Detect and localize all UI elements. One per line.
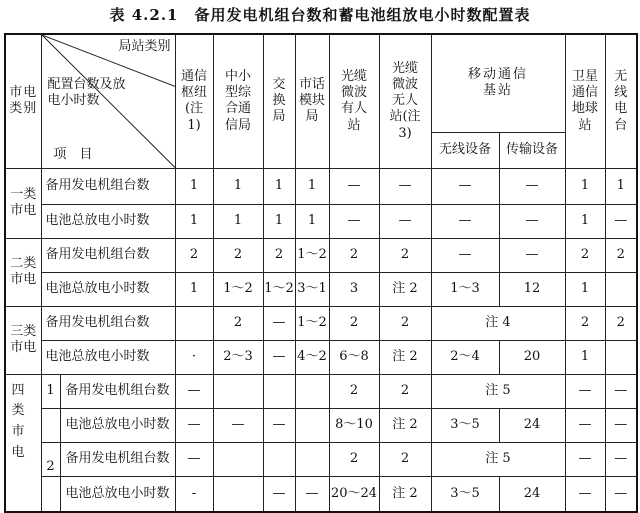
row-item: 电池总放电小时数 (41, 272, 175, 306)
note-cell: 注 5 (431, 374, 565, 408)
cell: 注 2 (379, 272, 431, 306)
cell: 1～2 (263, 272, 295, 306)
group-label: 四类市电 (5, 374, 41, 512)
col-mobile-transmission: 传输设备 (499, 132, 565, 168)
col-small-office: 中小型综合通信局 (213, 34, 263, 168)
cell: 3～5 (431, 408, 499, 442)
group-label: 三类市电 (5, 306, 41, 374)
row-item: 电池总放电小时数 (41, 340, 175, 374)
cell: 2 (329, 238, 379, 272)
cell (605, 340, 637, 374)
row-item (41, 476, 175, 512)
cell: — (263, 340, 295, 374)
cell: 20 (499, 340, 565, 374)
cell (213, 476, 263, 512)
cell (175, 306, 213, 340)
col-module: 市话模块局 (295, 34, 329, 168)
cell: 1～2 (213, 272, 263, 306)
cell: 3 (329, 272, 379, 306)
cell: — (329, 168, 379, 204)
cell: 6～8 (329, 340, 379, 374)
cell: — (499, 204, 565, 238)
cell: — (295, 476, 329, 512)
cell: 3～5 (431, 476, 499, 512)
cell: 2 (379, 306, 431, 340)
cell: — (175, 408, 213, 442)
cell (213, 442, 263, 476)
col-switch: 交换局 (263, 34, 295, 168)
cell: 2 (329, 442, 379, 476)
cell: — (565, 442, 605, 476)
table-title: 表 4.2.1 备用发电机组台数和蓄电池组放电小时数配置表 (109, 6, 531, 24)
cell: — (431, 238, 499, 272)
row-item (41, 442, 175, 476)
subclass-2: 2 (42, 443, 61, 476)
cell: 2 (213, 306, 263, 340)
cell: 1 (605, 168, 637, 204)
cell: — (379, 204, 431, 238)
cell (295, 408, 329, 442)
cell: 1 (565, 168, 605, 204)
cell: — (499, 168, 565, 204)
cell: 2 (213, 238, 263, 272)
cell: — (565, 374, 605, 408)
cell: 2 (379, 374, 431, 408)
cell: — (213, 408, 263, 442)
cell: — (263, 408, 295, 442)
cell: 2 (263, 238, 295, 272)
cell: 2 (329, 306, 379, 340)
cell: 2 (605, 238, 637, 272)
cell: 3～1 (295, 272, 329, 306)
cell: 注 2 (379, 476, 431, 512)
cell: 1 (565, 340, 605, 374)
cell: 20～24 (329, 476, 379, 512)
note-cell: 注 4 (431, 306, 565, 340)
city-class-header: 市电类别 (5, 34, 41, 168)
diag-item-label: 项 目 (53, 147, 93, 163)
cell: 1 (295, 168, 329, 204)
cell: 1 (213, 204, 263, 238)
cell: 1～2 (295, 238, 329, 272)
cell (295, 374, 329, 408)
cell: 1 (263, 168, 295, 204)
cell (295, 442, 329, 476)
col-radio: 无线电台 (605, 34, 637, 168)
cell: 2 (379, 238, 431, 272)
row-item: 备用发电机组台数 (41, 238, 175, 272)
cell: — (329, 204, 379, 238)
row-item-label: 电池总放电小时数 (65, 485, 170, 501)
cell: · (175, 340, 213, 374)
col-satellite: 卫星通信地球站 (565, 34, 605, 168)
row-item: 备用发电机组台数 (41, 306, 175, 340)
cell: 2～4 (431, 340, 499, 374)
row-item-label: 备用发电机组台数 (65, 450, 170, 466)
subclass-2-cont (42, 477, 61, 512)
row-item: 备用发电机组台数 (41, 168, 175, 204)
cell: - (175, 476, 213, 512)
diagonal-header (41, 34, 175, 168)
cell: 1 (213, 168, 263, 204)
cell: 8～10 (329, 408, 379, 442)
cell: — (565, 408, 605, 442)
cell (263, 442, 295, 476)
col-mobile: 移动通信基站 (431, 34, 565, 132)
cell: 1 (175, 272, 213, 306)
cell: — (379, 168, 431, 204)
cell: 1 (295, 204, 329, 238)
cell: 1 (175, 168, 213, 204)
cell (213, 374, 263, 408)
cell (263, 374, 295, 408)
config-table (4, 33, 638, 513)
cell: 2～3 (213, 340, 263, 374)
cell: — (605, 408, 637, 442)
cell: — (605, 476, 637, 512)
cell: 2 (379, 442, 431, 476)
cell: — (605, 442, 637, 476)
row-item (41, 374, 175, 408)
cell: — (431, 204, 499, 238)
cell: — (431, 168, 499, 204)
cell: 1 (263, 204, 295, 238)
note-cell: 注 5 (431, 442, 565, 476)
group-label: 二类市电 (5, 238, 41, 306)
col-fiber-unstaffed: 光缆微波无人站(注3) (379, 34, 431, 168)
cell: 2 (329, 374, 379, 408)
subclass-1: 1 (42, 375, 61, 408)
col-hub: 通信枢纽(注1) (175, 34, 213, 168)
cell: — (499, 238, 565, 272)
cell: 注 2 (379, 408, 431, 442)
cell: 1 (565, 272, 605, 306)
col-mobile-wireless: 无线设备 (431, 132, 499, 168)
diag-config-label: 配置台数及放电小时数 (47, 77, 126, 109)
cell: — (565, 476, 605, 512)
row-item (41, 408, 175, 442)
cell: — (175, 374, 213, 408)
col-fiber-staffed: 光缆微波有人站 (329, 34, 379, 168)
cell: 24 (499, 476, 565, 512)
cell: 24 (499, 408, 565, 442)
cell: — (175, 442, 213, 476)
row-item-label: 备用发电机组台数 (65, 382, 170, 398)
cell: — (263, 476, 295, 512)
subclass-1-cont (42, 409, 61, 442)
cell: 1～2 (295, 306, 329, 340)
cell: 2 (175, 238, 213, 272)
cell: — (605, 374, 637, 408)
cell: 2 (565, 306, 605, 340)
cell: 注 2 (379, 340, 431, 374)
cell: 2 (565, 238, 605, 272)
cell: 1 (175, 204, 213, 238)
cell: 1 (565, 204, 605, 238)
cell: 4～2 (295, 340, 329, 374)
cell: — (605, 204, 637, 238)
diag-station-label: 局站类别 (118, 39, 171, 54)
row-item-label: 电池总放电小时数 (65, 416, 170, 432)
cell (605, 272, 637, 306)
cell: 2 (605, 306, 637, 340)
cell: 12 (499, 272, 565, 306)
cell: — (263, 306, 295, 340)
row-item: 电池总放电小时数 (41, 204, 175, 238)
group-label: 一类市电 (5, 168, 41, 238)
cell: 1～3 (431, 272, 499, 306)
